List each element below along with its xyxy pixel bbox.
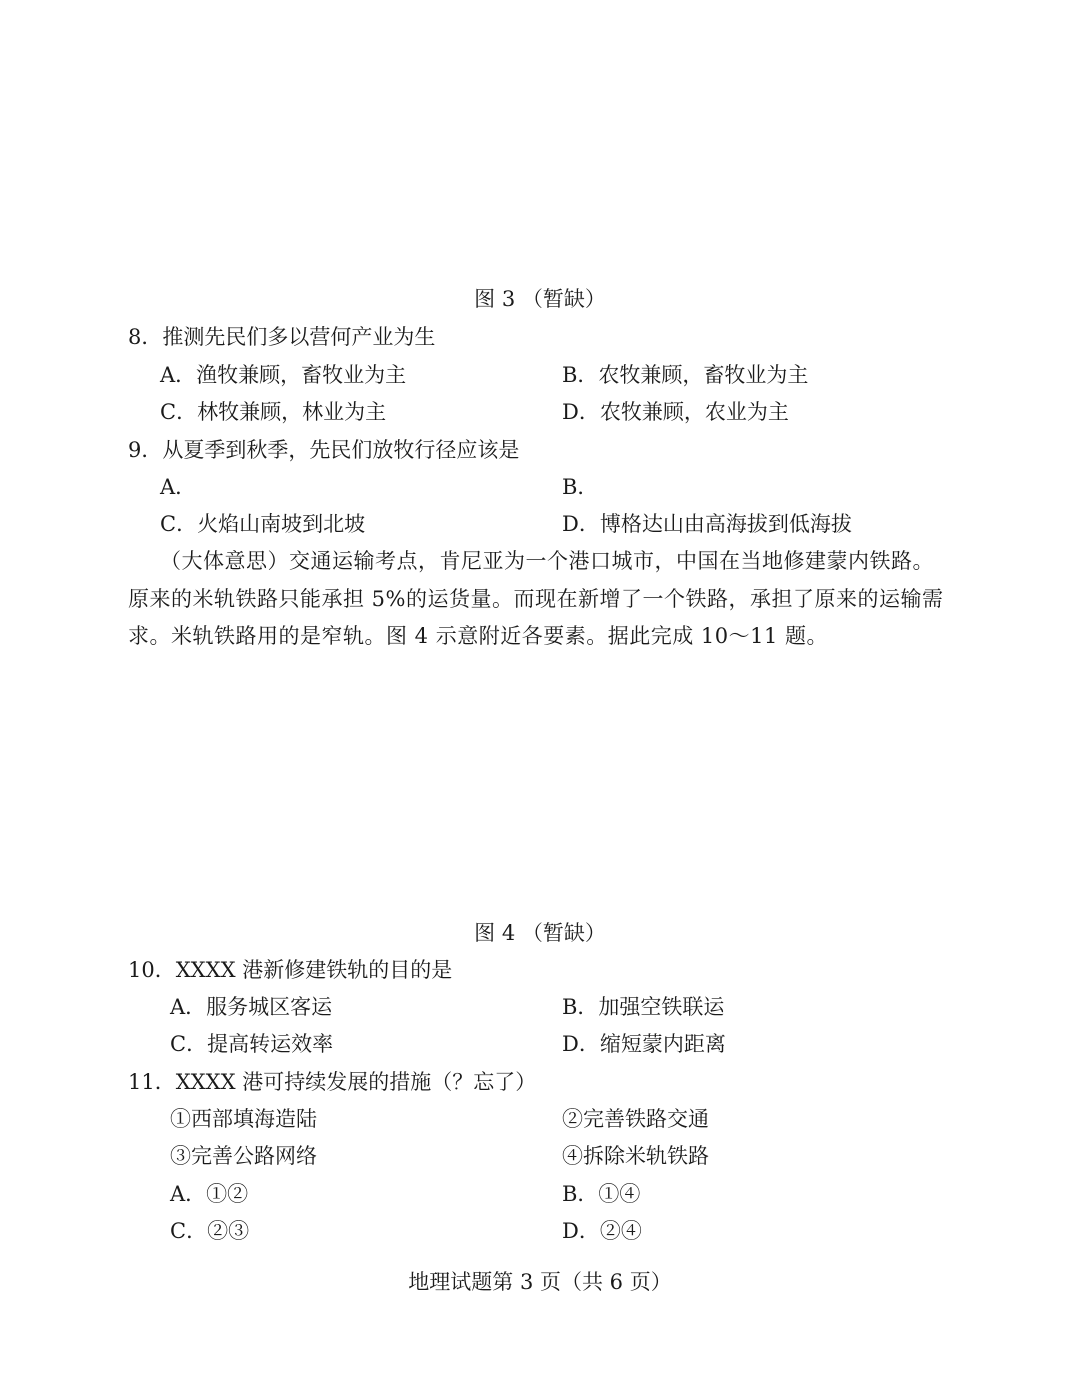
question-11-option-d: D．②④ (562, 1219, 642, 1243)
question-8-option-b: B．农牧兼顾，畜牧业为主 (562, 363, 809, 387)
question-9-option-b: B． (562, 475, 599, 499)
question-11-option-a: A．①② (170, 1182, 249, 1206)
question-10-option-c: C．提高转运效率 (170, 1032, 334, 1056)
question-9-stem: 9．从夏季到秋季，先民们放牧行径应该是 (128, 438, 520, 462)
question-8-stem: 8．推测先民们多以营何产业为生 (128, 325, 436, 349)
passage-line-2: 原来的米轨铁路只能承担 5%的运货量。而现在新增了一个铁路，承担了原来的运输需 (128, 587, 944, 611)
question-11-item-1: ①西部填海造陆 (170, 1107, 317, 1131)
passage-line-3: 求。米轨铁路用的是窄轨。图 4 示意附近各要素。据此完成 10～11 题。 (128, 624, 829, 648)
question-10-option-b: B．加强空铁联运 (562, 995, 725, 1019)
question-10-option-d: D．缩短蒙内距离 (562, 1032, 726, 1056)
question-11-option-b: B．①④ (562, 1182, 641, 1206)
question-11-item-3: ③完善公路网络 (170, 1144, 317, 1168)
question-11-option-c: C．②③ (170, 1219, 250, 1243)
question-10-stem: 10．XXXX 港新修建铁轨的目的是 (128, 958, 453, 982)
figure-4-caption: 图 4 （暂缺） (474, 921, 606, 945)
question-9-option-c: C．火焰山南坡到北坡 (160, 512, 366, 536)
question-8-option-a: A．渔牧兼顾，畜牧业为主 (160, 363, 407, 387)
question-8-option-d: D．农牧兼顾，农业为主 (562, 400, 789, 424)
question-9-option-a: A． (160, 475, 197, 499)
question-11-stem: 11．XXXX 港可持续发展的措施（？忘了） (128, 1070, 537, 1094)
passage-line-1: （大体意思）交通运输考点，肯尼亚为一个港口城市，中国在当地修建蒙内铁路。 (160, 549, 934, 573)
page-footer: 地理试题第 3 页（共 6 页） (408, 1270, 672, 1294)
question-10-option-a: A．服务城区客运 (170, 995, 333, 1019)
figure-3-caption: 图 3 （暂缺） (474, 287, 606, 311)
question-8-option-c: C．林牧兼顾，林业为主 (160, 400, 387, 424)
question-11-item-4: ④拆除米轨铁路 (562, 1144, 709, 1168)
question-9-option-d: D．博格达山由高海拔到低海拔 (562, 512, 852, 536)
question-11-item-2: ②完善铁路交通 (562, 1107, 709, 1131)
